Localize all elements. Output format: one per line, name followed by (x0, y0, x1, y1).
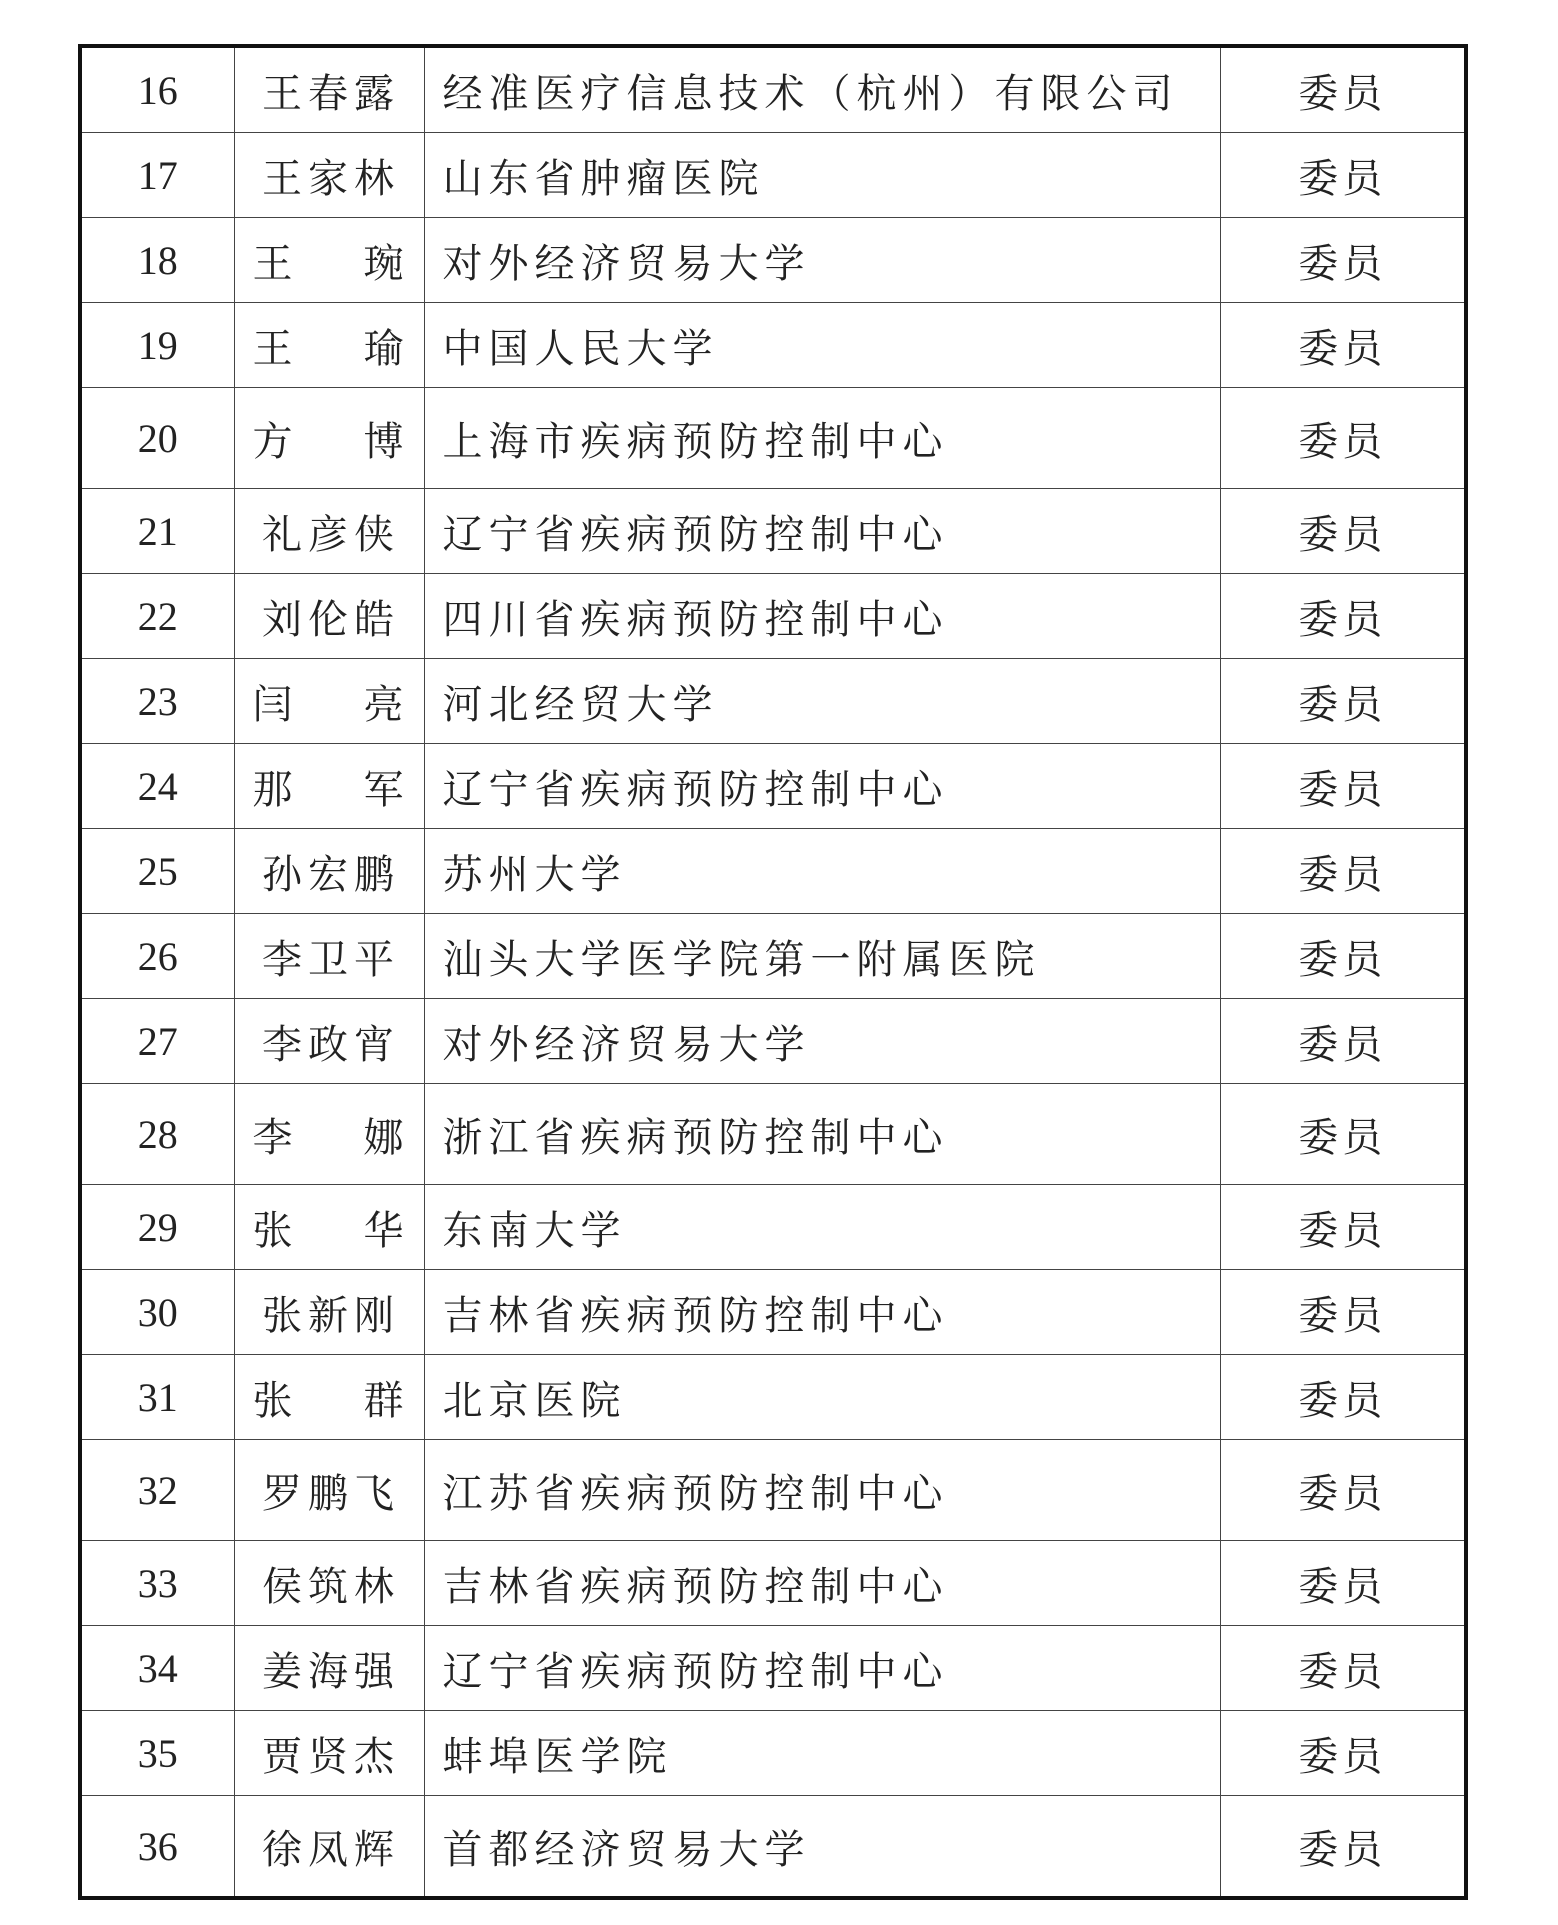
member-role: 委员 (1220, 1541, 1466, 1626)
table-row (80, 999, 1466, 1084)
member-organization: 经准医疗信息技术（杭州）有限公司 (424, 46, 1220, 133)
member-name: 姜海强 (234, 1626, 424, 1711)
row-number: 23 (80, 659, 234, 744)
table-row (80, 1355, 1466, 1440)
member-name: 王 瑜 (234, 303, 424, 388)
row-number: 19 (80, 303, 234, 388)
member-name: 刘伦皓 (234, 574, 424, 659)
table-row (80, 1440, 1466, 1541)
member-organization: 对外经济贸易大学 (424, 999, 1220, 1084)
member-organization: 辽宁省疾病预防控制中心 (424, 489, 1220, 574)
row-number: 34 (80, 1626, 234, 1711)
table-row (80, 1626, 1466, 1711)
member-organization: 东南大学 (424, 1185, 1220, 1270)
row-number: 29 (80, 1185, 234, 1270)
member-name: 王家林 (234, 133, 424, 218)
member-role: 委员 (1220, 1626, 1466, 1711)
row-number: 17 (80, 133, 234, 218)
member-name: 王 琬 (234, 218, 424, 303)
member-name: 李 娜 (234, 1084, 424, 1185)
member-name: 罗鹏飞 (234, 1440, 424, 1541)
member-role: 委员 (1220, 829, 1466, 914)
table-row (80, 659, 1466, 744)
member-organization: 上海市疾病预防控制中心 (424, 388, 1220, 489)
table-row (80, 1185, 1466, 1270)
member-role: 委员 (1220, 1084, 1466, 1185)
member-name: 方 博 (234, 388, 424, 489)
table-row (80, 489, 1466, 574)
row-number: 26 (80, 914, 234, 999)
table-row (80, 218, 1466, 303)
row-number: 35 (80, 1711, 234, 1796)
member-organization: 首都经济贸易大学 (424, 1796, 1220, 1899)
member-name: 张新刚 (234, 1270, 424, 1355)
member-organization: 北京医院 (424, 1355, 1220, 1440)
member-role: 委员 (1220, 744, 1466, 829)
row-number: 32 (80, 1440, 234, 1541)
member-role: 委员 (1220, 46, 1466, 133)
member-organization: 中国人民大学 (424, 303, 1220, 388)
member-organization: 辽宁省疾病预防控制中心 (424, 744, 1220, 829)
member-role: 委员 (1220, 489, 1466, 574)
member-role: 委员 (1220, 1355, 1466, 1440)
row-number: 30 (80, 1270, 234, 1355)
member-role: 委员 (1220, 133, 1466, 218)
member-name: 那 军 (234, 744, 424, 829)
row-number: 16 (80, 46, 234, 133)
member-name: 礼彦侠 (234, 489, 424, 574)
member-role: 委员 (1220, 659, 1466, 744)
member-role: 委员 (1220, 1711, 1466, 1796)
table-row (80, 914, 1466, 999)
member-name: 张 群 (234, 1355, 424, 1440)
member-organization: 苏州大学 (424, 829, 1220, 914)
member-organization: 江苏省疾病预防控制中心 (424, 1440, 1220, 1541)
member-role: 委员 (1220, 1185, 1466, 1270)
table-row (80, 1796, 1466, 1899)
member-role: 委员 (1220, 218, 1466, 303)
row-number: 18 (80, 218, 234, 303)
table-row (80, 1084, 1466, 1185)
table-row (80, 574, 1466, 659)
member-organization: 山东省肿瘤医院 (424, 133, 1220, 218)
row-number: 24 (80, 744, 234, 829)
member-organization: 吉林省疾病预防控制中心 (424, 1270, 1220, 1355)
member-role: 委员 (1220, 303, 1466, 388)
member-role: 委员 (1220, 1440, 1466, 1541)
row-number: 28 (80, 1084, 234, 1185)
member-name: 闫 亮 (234, 659, 424, 744)
row-number: 22 (80, 574, 234, 659)
member-organization: 河北经贸大学 (424, 659, 1220, 744)
table-row (80, 133, 1466, 218)
member-role: 委员 (1220, 1796, 1466, 1899)
member-organization: 四川省疾病预防控制中心 (424, 574, 1220, 659)
member-organization: 蚌埠医学院 (424, 1711, 1220, 1796)
member-name: 贾贤杰 (234, 1711, 424, 1796)
row-number: 36 (80, 1796, 234, 1899)
member-role: 委员 (1220, 914, 1466, 999)
member-role: 委员 (1220, 574, 1466, 659)
row-number: 27 (80, 999, 234, 1084)
table-row (80, 1711, 1466, 1796)
row-number: 20 (80, 388, 234, 489)
table-row (80, 1541, 1466, 1626)
member-role: 委员 (1220, 999, 1466, 1084)
member-role: 委员 (1220, 1270, 1466, 1355)
table-row (80, 1270, 1466, 1355)
member-roster-table (78, 44, 1468, 1900)
member-organization: 辽宁省疾病预防控制中心 (424, 1626, 1220, 1711)
row-number: 31 (80, 1355, 234, 1440)
member-organization: 浙江省疾病预防控制中心 (424, 1084, 1220, 1185)
table-row (80, 303, 1466, 388)
row-number: 21 (80, 489, 234, 574)
row-number: 33 (80, 1541, 234, 1626)
member-name: 李卫平 (234, 914, 424, 999)
member-name: 张 华 (234, 1185, 424, 1270)
table-row (80, 829, 1466, 914)
table-row (80, 388, 1466, 489)
member-name: 侯筑林 (234, 1541, 424, 1626)
member-organization: 吉林省疾病预防控制中心 (424, 1541, 1220, 1626)
member-organization: 对外经济贸易大学 (424, 218, 1220, 303)
member-name: 孙宏鹏 (234, 829, 424, 914)
table-row (80, 744, 1466, 829)
member-role: 委员 (1220, 388, 1466, 489)
member-name: 李政宵 (234, 999, 424, 1084)
member-name: 王春露 (234, 46, 424, 133)
row-number: 25 (80, 829, 234, 914)
member-name: 徐凤辉 (234, 1796, 424, 1899)
table-row (80, 46, 1466, 133)
member-organization: 汕头大学医学院第一附属医院 (424, 914, 1220, 999)
